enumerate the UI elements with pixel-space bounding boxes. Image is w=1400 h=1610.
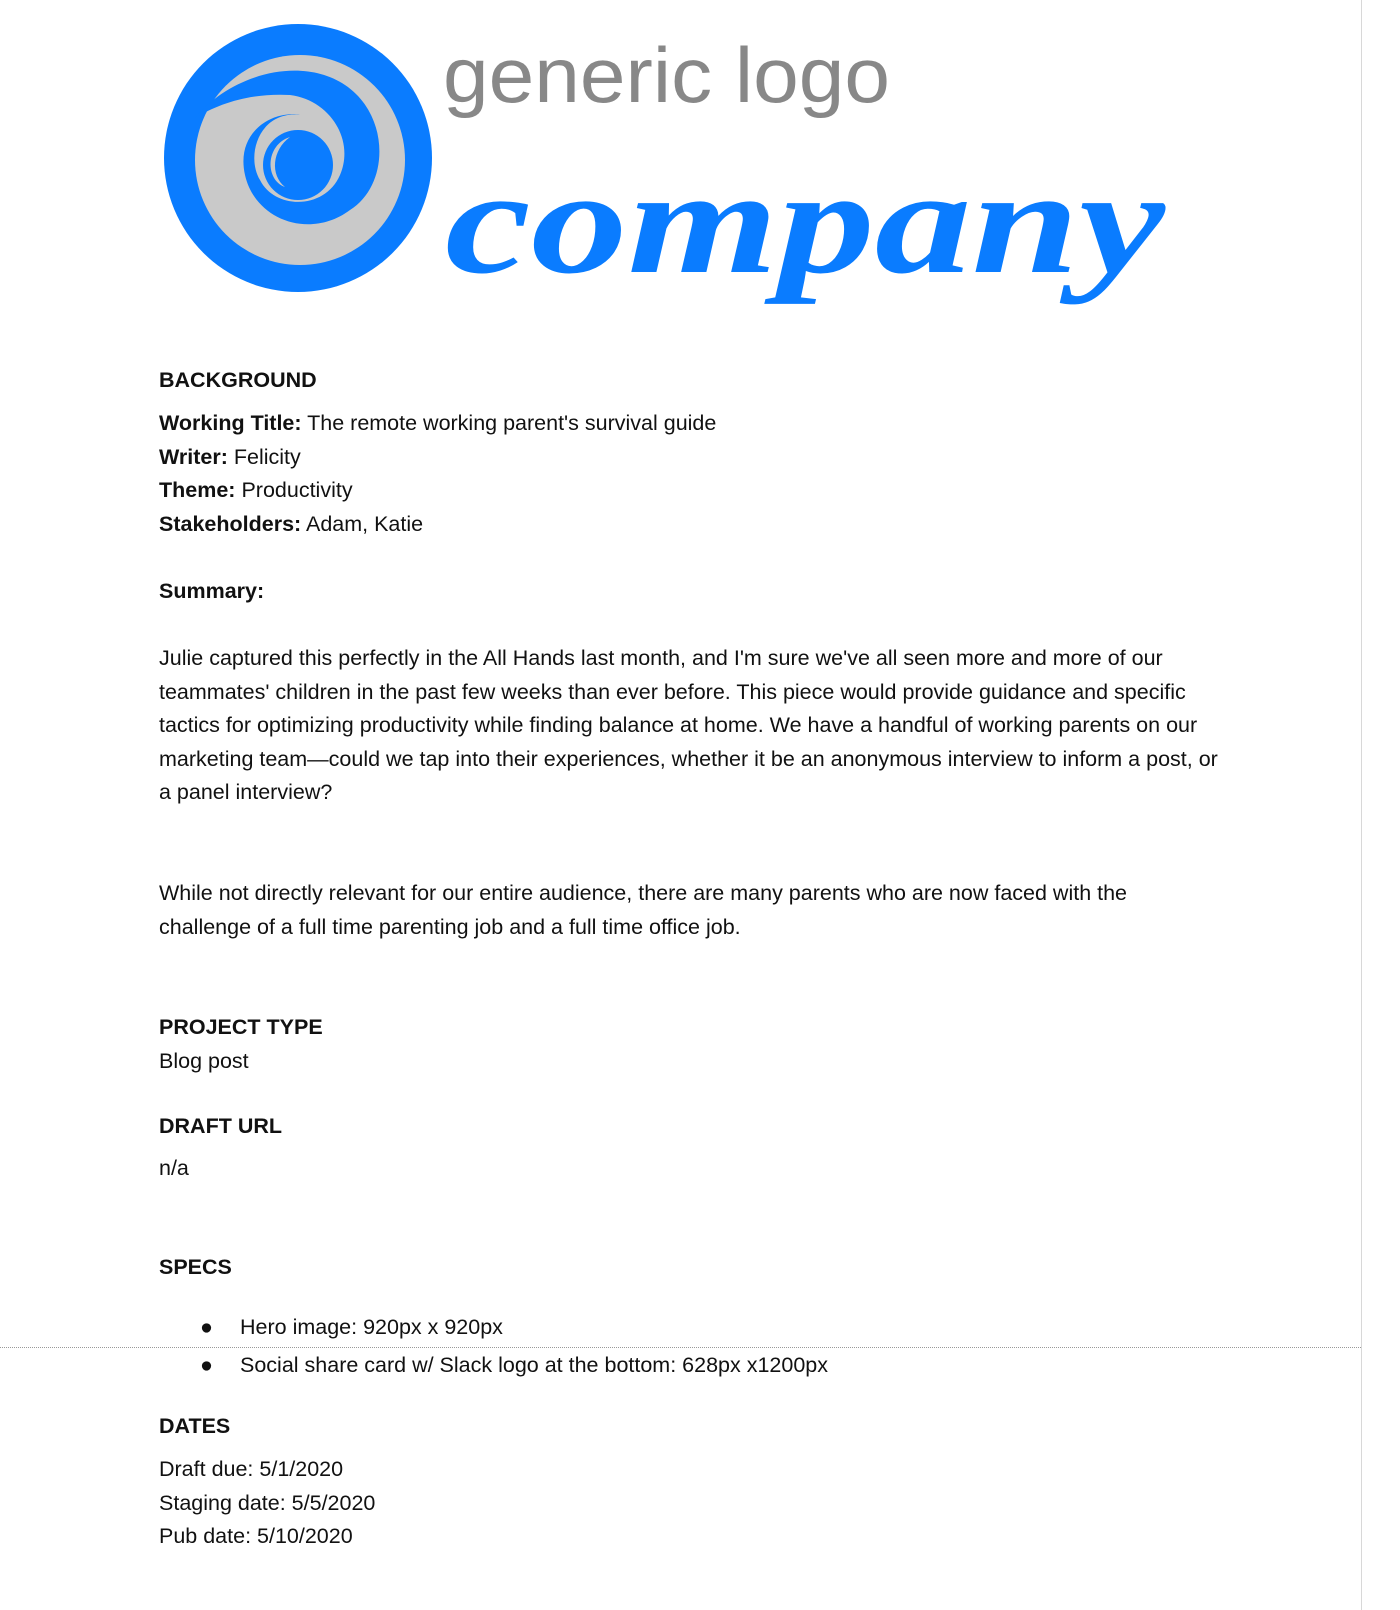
field-label: Stakeholders: xyxy=(159,512,302,536)
field-value: Felicity xyxy=(227,445,301,469)
field-working-title xyxy=(159,407,716,441)
date-staging: Staging date: 5/5/2020 xyxy=(159,1491,376,1515)
bullet-icon: ● xyxy=(200,1315,213,1339)
draft-url-heading: DRAFT URL xyxy=(159,1114,283,1138)
list-item xyxy=(200,1349,828,1383)
date-pub: Pub date: 5/10/2020 xyxy=(159,1524,353,1548)
field-stakeholders xyxy=(159,508,423,542)
draft-url-value: n/a xyxy=(159,1156,189,1180)
summary-label: Summary: xyxy=(159,579,265,603)
field-value: Productivity xyxy=(235,478,353,502)
list-item-text: Hero image: 920px x 920px xyxy=(240,1315,503,1339)
page-edge xyxy=(1361,0,1362,1610)
company-logo xyxy=(150,10,1180,320)
logo-text-company: company xyxy=(445,139,1167,305)
bullet-icon: ● xyxy=(200,1353,213,1377)
project-type-value: Blog post xyxy=(159,1049,249,1073)
summary-paragraph-1: Julie captured this perfectly in the All Hands last month, and I'm sure we've all seen more and more of our teammates' children in the past few weeks than ever before. This piece would provide guidance and specific tactics for optimizing productivity while finding balance at home. We have a handful of working parents on our marketing team—could we tap into their experiences, whether it be an anonymous interview to inform a post, or a panel interview? xyxy=(159,646,1218,805)
date-draft-due: Draft due: 5/1/2020 xyxy=(159,1457,344,1481)
dates-heading: DATES xyxy=(159,1414,231,1438)
field-label: Working Title: xyxy=(159,411,302,435)
field-value: Adam, Katie xyxy=(301,512,424,536)
field-writer xyxy=(159,441,301,475)
page-break-line xyxy=(0,1347,1361,1348)
project-type-heading: PROJECT TYPE xyxy=(159,1015,323,1039)
summary-paragraph-2: While not directly relevant for our entire audience, there are many parents who are now faced with the challenge of a full time parenting job and a full time office job. xyxy=(159,881,1128,939)
field-value: The remote working parent's survival guide xyxy=(301,411,717,435)
logo-text-generic: generic logo xyxy=(443,31,890,119)
field-label: Writer: xyxy=(159,445,228,469)
field-label: Theme: xyxy=(159,478,236,502)
list-item-text: Social share card w/ Slack logo at the bottom: 628px x1200px xyxy=(240,1353,829,1377)
background-heading: BACKGROUND xyxy=(159,368,317,392)
list-item xyxy=(200,1311,503,1345)
field-theme xyxy=(159,474,353,508)
specs-heading: SPECS xyxy=(159,1255,232,1279)
